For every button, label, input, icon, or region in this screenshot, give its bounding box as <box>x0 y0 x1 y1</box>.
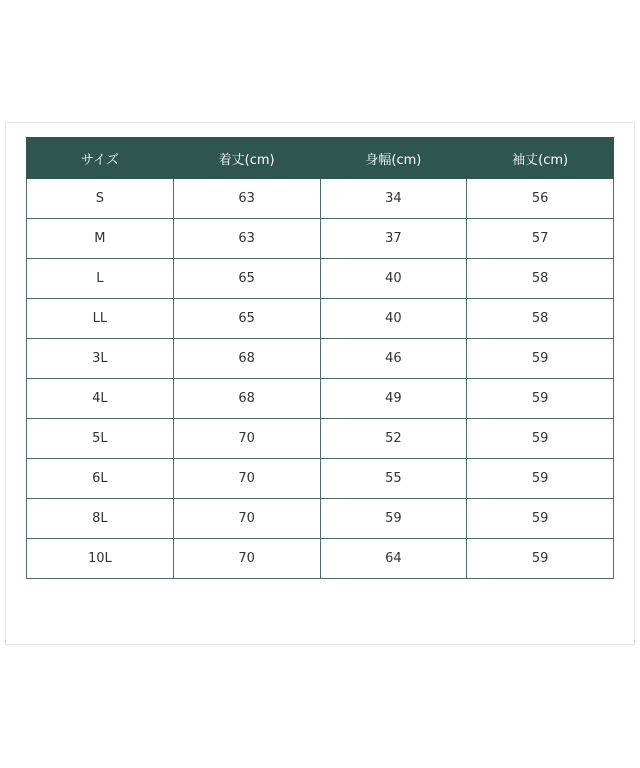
cell-size: 3L <box>27 339 174 379</box>
cell-width: 59 <box>320 499 467 539</box>
cell-width: 64 <box>320 539 467 579</box>
table-row <box>27 339 614 379</box>
header-sleeve: 袖丈(cm) <box>467 138 614 179</box>
table-row <box>27 299 614 339</box>
table-row <box>27 379 614 419</box>
header-size: サイズ <box>27 138 174 179</box>
cell-size: 5L <box>27 419 174 459</box>
cell-size: 4L <box>27 379 174 419</box>
size-chart-table <box>26 137 614 579</box>
cell-sleeve: 59 <box>467 539 614 579</box>
table-row <box>27 459 614 499</box>
cell-size: 6L <box>27 459 174 499</box>
cell-width: 37 <box>320 219 467 259</box>
cell-length: 70 <box>173 539 320 579</box>
cell-size: LL <box>27 299 174 339</box>
cell-size: 8L <box>27 499 174 539</box>
table-row <box>27 179 614 219</box>
cell-size: S <box>27 179 174 219</box>
cell-width: 40 <box>320 259 467 299</box>
cell-length: 68 <box>173 379 320 419</box>
cell-sleeve: 59 <box>467 339 614 379</box>
cell-width: 49 <box>320 379 467 419</box>
cell-size: M <box>27 219 174 259</box>
table-row <box>27 499 614 539</box>
cell-size: 10L <box>27 539 174 579</box>
cell-width: 46 <box>320 339 467 379</box>
cell-width: 52 <box>320 419 467 459</box>
cell-width: 55 <box>320 459 467 499</box>
table-row <box>27 539 614 579</box>
table-row <box>27 259 614 299</box>
cell-size: L <box>27 259 174 299</box>
table-row <box>27 219 614 259</box>
cell-length: 63 <box>173 179 320 219</box>
cell-sleeve: 59 <box>467 419 614 459</box>
cell-sleeve: 56 <box>467 179 614 219</box>
cell-sleeve: 57 <box>467 219 614 259</box>
cell-length: 68 <box>173 339 320 379</box>
cell-length: 65 <box>173 259 320 299</box>
header-width: 身幅(cm) <box>320 138 467 179</box>
cell-length: 70 <box>173 419 320 459</box>
cell-length: 65 <box>173 299 320 339</box>
cell-width: 40 <box>320 299 467 339</box>
cell-length: 70 <box>173 459 320 499</box>
cell-width: 34 <box>320 179 467 219</box>
cell-sleeve: 59 <box>467 459 614 499</box>
cell-sleeve: 59 <box>467 499 614 539</box>
cell-sleeve: 58 <box>467 259 614 299</box>
cell-sleeve: 59 <box>467 379 614 419</box>
header-row <box>27 138 614 179</box>
cell-length: 63 <box>173 219 320 259</box>
cell-sleeve: 58 <box>467 299 614 339</box>
header-length: 着丈(cm) <box>173 138 320 179</box>
table-row <box>27 419 614 459</box>
cell-length: 70 <box>173 499 320 539</box>
